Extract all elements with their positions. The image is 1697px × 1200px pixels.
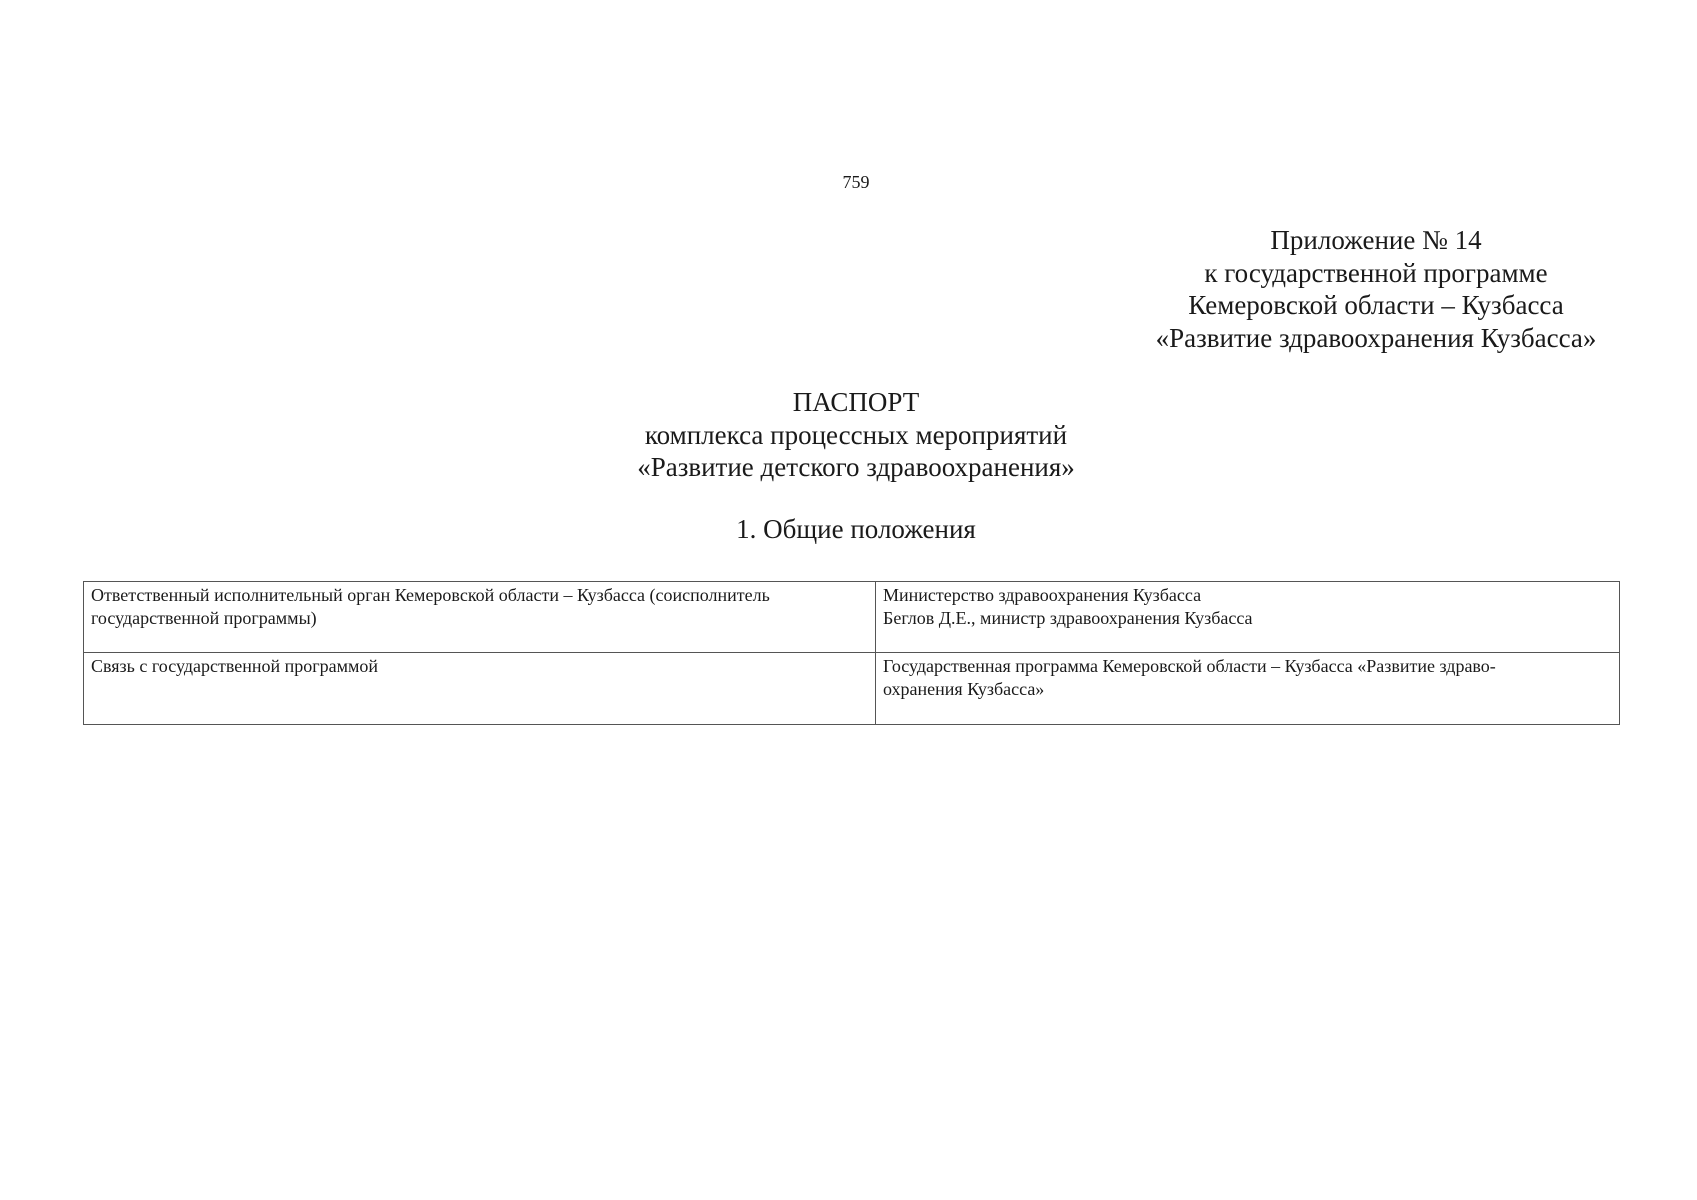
appendix-program-ref: к государственной программе [1204, 257, 1548, 288]
appendix-header [1120, 224, 1632, 354]
table-cell-label [84, 653, 876, 725]
passport-name: «Развитие детского здравоохранения» [637, 452, 1075, 482]
passport-subtitle: комплекса процессных мероприятий [644, 419, 1068, 450]
passport-heading [0, 386, 1697, 484]
page-number: 759 [842, 172, 870, 192]
passport-title: ПАСПОРТ [792, 387, 920, 417]
cell-text: государственной программы) [91, 608, 317, 628]
section-title: 1. Общие положения [736, 514, 976, 544]
table-cell-value [876, 582, 1620, 653]
cell-text: Связь с государственной программой [91, 656, 379, 676]
cell-text: охранения Кузбасса» [883, 679, 1045, 699]
appendix-region: Кемеровской области – Кузбасса [1188, 290, 1564, 320]
cell-text: Ответственный исполнительный орган Кемеровской области – Кузбасса (соисполнитель [91, 585, 770, 605]
appendix-program-name: «Развитие здравоохранения Кузбасса» [1155, 322, 1597, 353]
cell-text: Государственная программа Кемеровской области – Кузбасса «Развитие здраво- [883, 656, 1496, 676]
cell-text: Беглов Д.Е., министр здравоохранения Кузбасса [883, 608, 1253, 628]
appendix-number: Приложение № 14 [1270, 225, 1482, 255]
table-cell-value [876, 653, 1620, 725]
general-provisions-table [83, 581, 1620, 725]
table-cell-label [84, 582, 876, 653]
cell-text: Министерство здравоохранения Кузбасса [883, 585, 1202, 605]
table-row [84, 582, 1620, 653]
table-row [84, 653, 1620, 725]
